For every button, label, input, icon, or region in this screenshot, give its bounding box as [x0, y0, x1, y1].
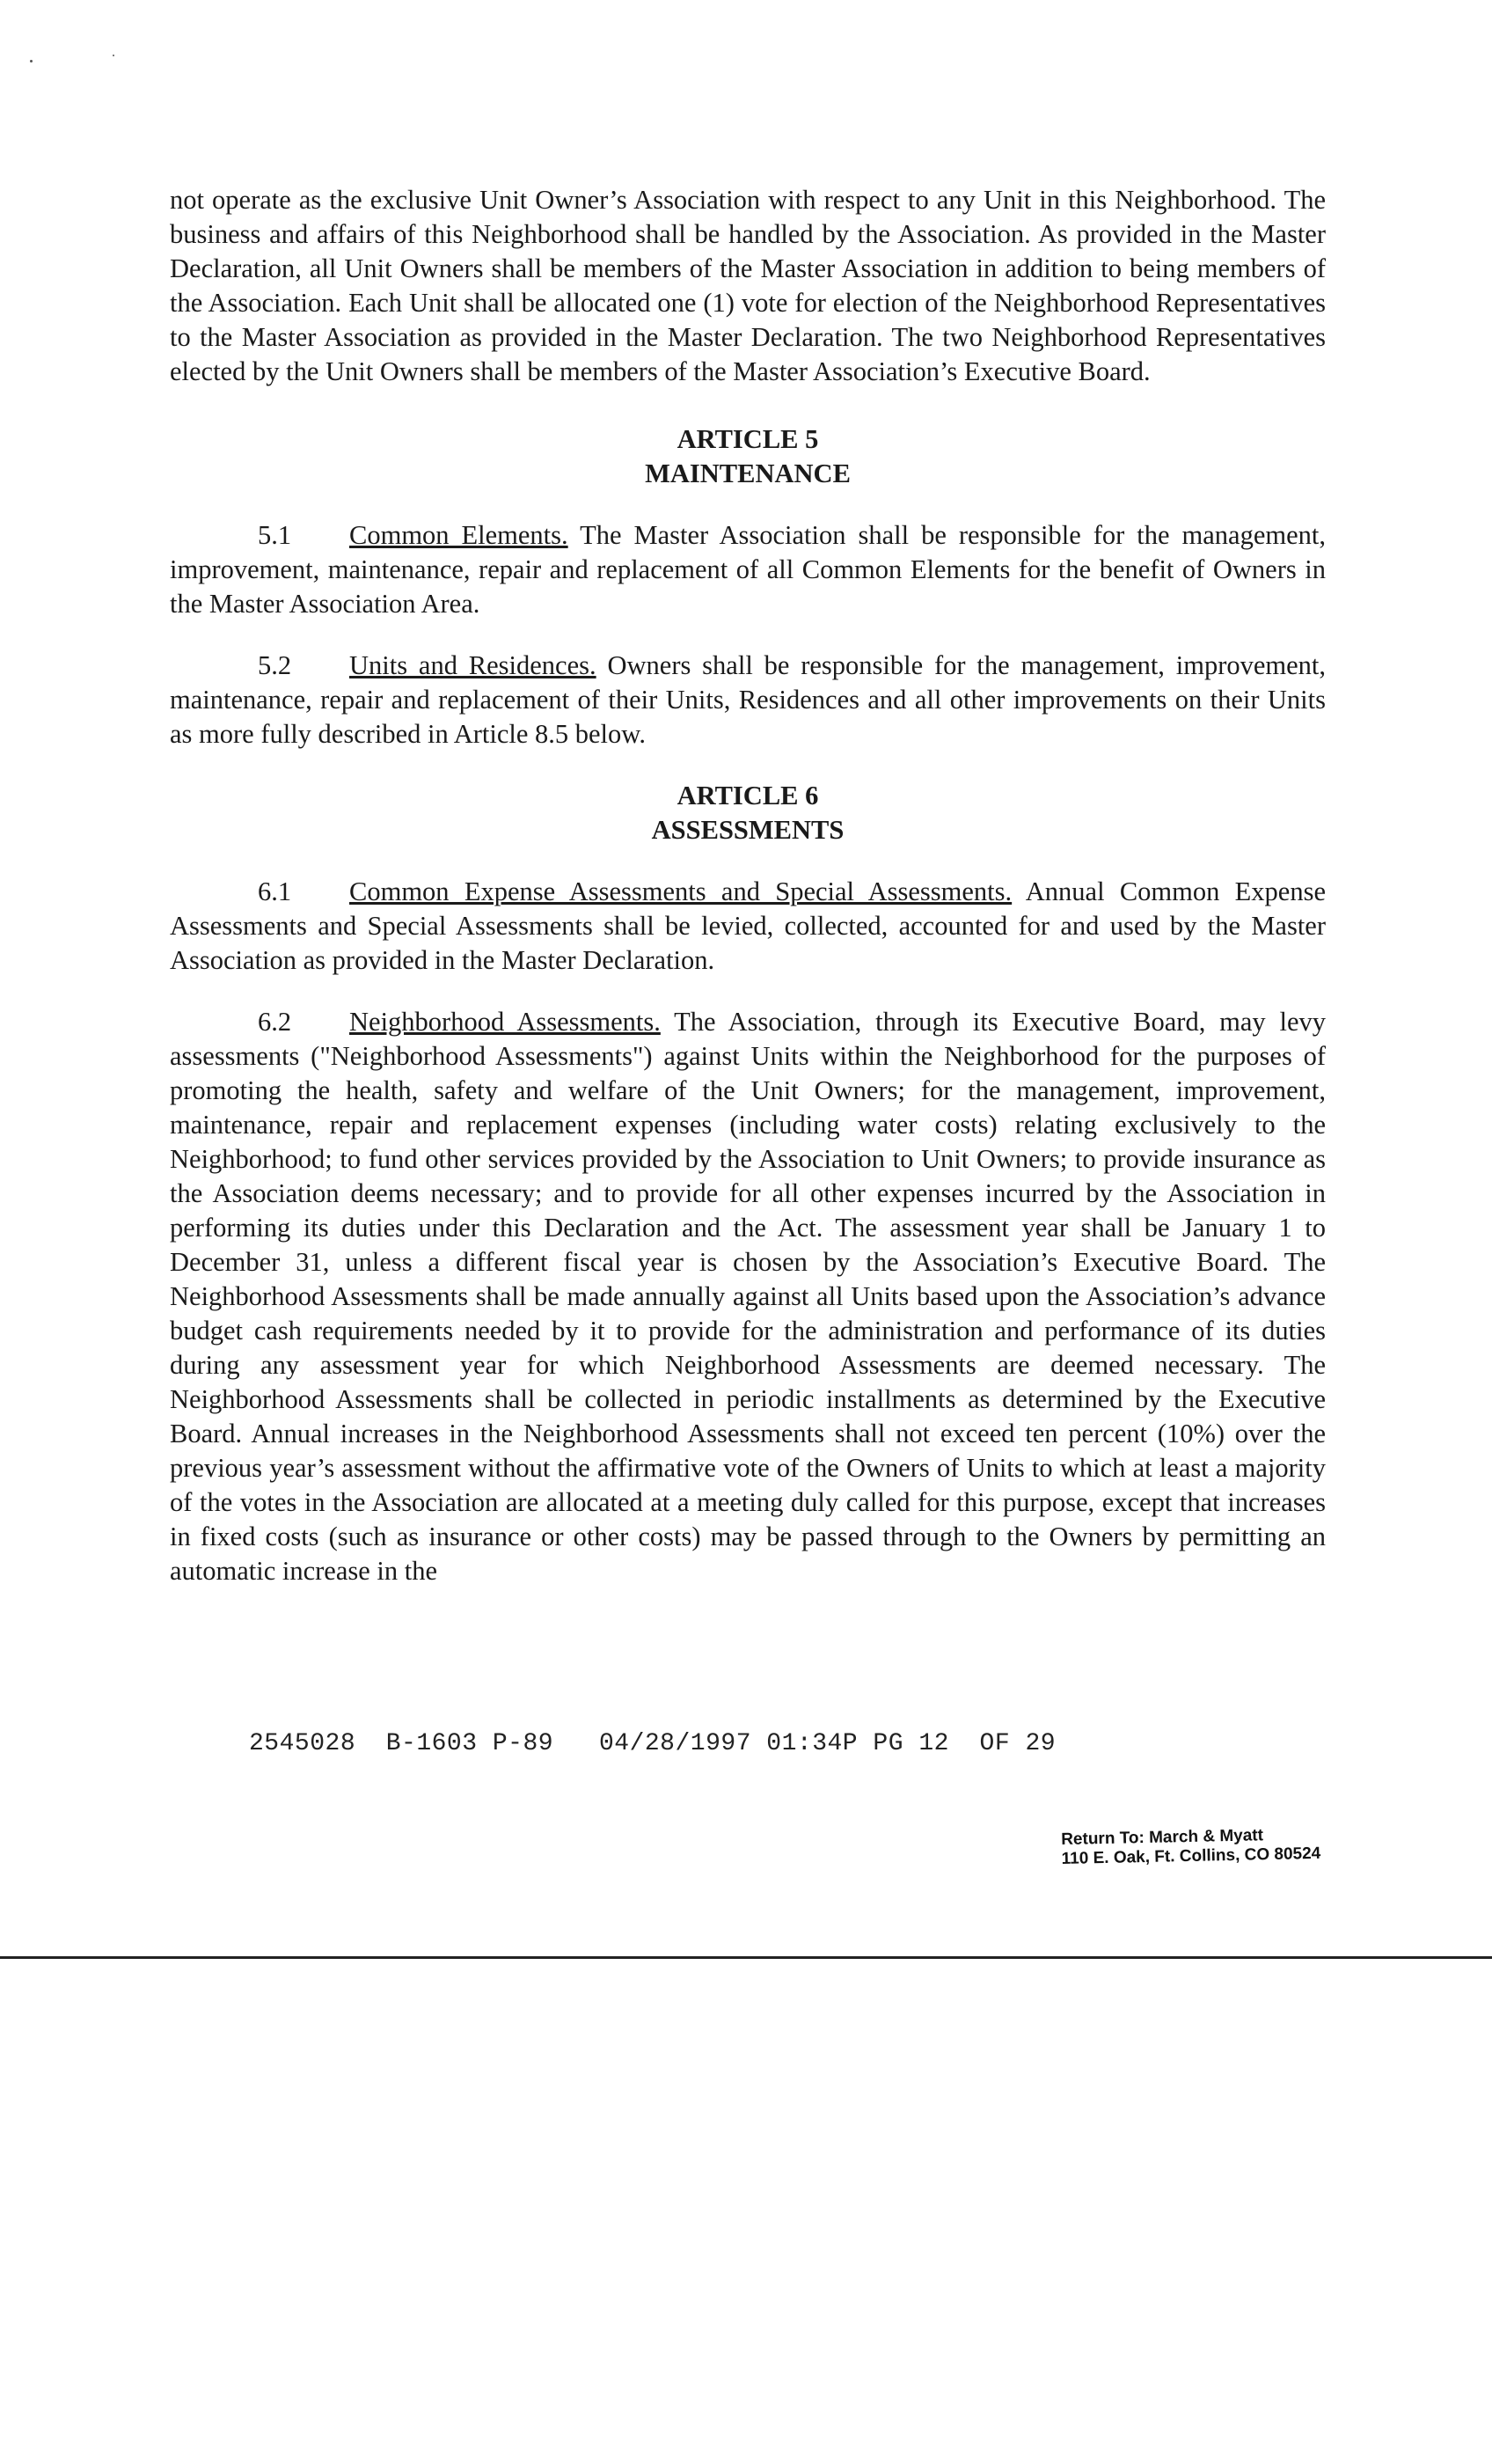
recording-stamp: 2545028 B-1603 P-89 04/28/1997 01:34P PG 12 OF 29: [249, 1730, 1057, 1757]
article-6-label: ARTICLE 6: [677, 781, 819, 810]
return-to-stamp: [1061, 1825, 1320, 1869]
return-to-line: Return To: March & Myatt: [1061, 1826, 1264, 1849]
section-heading: Neighborhood Assessments.: [349, 1007, 661, 1037]
section-text: The Association, through its Executive Board, may levy assessments ("Neighborhood Assessments") against Units within the Neighborhood for the purposes of promoting the health, safety and welfare of the Unit Owners; for the management, improvement, maintenance, repair and replacement expenses (including water costs) relating exclusively to the Neighborhood; to fund other services provided by the Association to Unit Owners; to provide insurance as the Association deems necessary; and to provide for all other expenses incurred by the Association in performing its duties under this Declaration and the Act. The assessment year shall be January 1 to December 31, unless a different fiscal year is chosen by the Association’s Executive Board. The Neighborhood Assessments shall be made annually against all Units based upon the Association’s advance budget cash requirements needed by it to provide for the administration and performance of its duties during any assessment year for which Neighborhood Assessments are deemed necessary. The Neighborhood Assessments shall be collected in periodic installments as determined by the Executive Board. Annual increases in the Neighborhood Assessments shall not exceed ten percent (10%) over the previous year’s assessment without the affirmative vote of the Owners of Units to which at least a majority of the votes in the Association are allocated at a meeting duly called for this purpose, except that increases in fixed costs (such as insurance or other costs) may be passed through to the Owners by permitting an automatic increase in the: [170, 1007, 1326, 1586]
section-heading: Common Expense Assessments and Special Assessments.: [349, 876, 1013, 906]
article-5-title: MAINTENANCE: [645, 458, 851, 488]
section-number: 6.1: [258, 876, 292, 906]
section-heading: Common Elements.: [349, 520, 568, 550]
section-number: 5.2: [258, 650, 292, 680]
article-6-title: ASSESSMENTS: [651, 815, 845, 845]
scan-speck: [30, 60, 33, 62]
section-number: 5.1: [258, 520, 292, 550]
article-5-label: ARTICLE 5: [677, 424, 819, 454]
section-6-2: [170, 1005, 1326, 1588]
section-text: Annual Common Expense Assessments and Special Assessments shall be levied, collected, accounted for and used by the Master Association as provided in the Master Declaration.: [170, 876, 1326, 975]
section-heading: Units and Residences.: [349, 650, 596, 680]
section-text: Owners shall be responsible for the management, improvement, maintenance, repair and replacement of their Units, Residences and all other improvements on their Units as more fully described in Article 8.5 below.: [170, 650, 1327, 749]
section-text: The Master Association shall be responsible for the management, improvement, maintenance, repair and replacement of all Common Elements for the benefit of Owners in the Master Association Area.: [170, 520, 1326, 619]
section-number: 6.2: [258, 1007, 292, 1037]
document-body: [170, 183, 1326, 1588]
scan-speck: [113, 55, 114, 56]
section-5-1: [170, 518, 1326, 621]
section-5-2: [170, 649, 1326, 752]
page-bottom-rule: [0, 1956, 1492, 1959]
section-6-1: [170, 875, 1326, 978]
return-address-line: 110 E. Oak, Ft. Collins, CO 80524: [1061, 1844, 1321, 1868]
intro-paragraph: not operate as the exclusive Unit Owner’s Association with respect to any Unit in this Neighborhood. The business and affairs of this Neighborhood shall be handled by the Association. As provided in the Master Declaration, all Unit Owners shall be members of the Master Association in addition to being members of the Association. Each Unit shall be allocated one (1) vote for election of the Neighborhood Representatives to the Master Association as provided in the Master Declaration. The two Neighborhood Representatives elected by the Unit Owners shall be members of the Master Association’s Executive Board.: [170, 185, 1326, 386]
